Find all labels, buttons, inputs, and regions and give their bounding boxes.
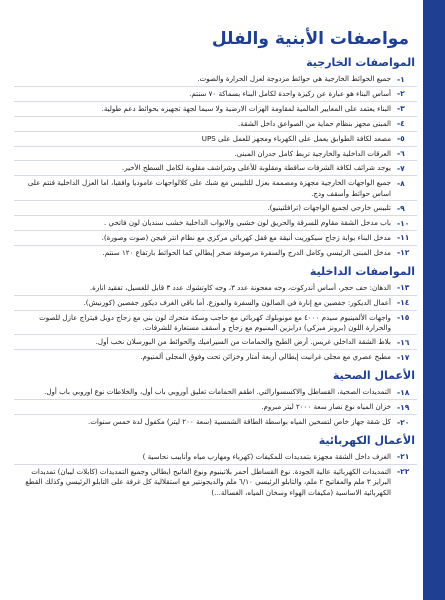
item-divider — [14, 86, 417, 87]
spec-item — [14, 163, 417, 174]
item-text: أعمال الديكور: جفصين مع إنارة في الصالون والسفرة والموزع. أما باقي الغرف ديكور جفصين (كورنيش). — [83, 297, 391, 307]
spec-sections — [14, 56, 417, 498]
item-number: -١٨ — [397, 387, 410, 397]
item-divider — [14, 310, 417, 311]
item-number: -٤ — [397, 119, 405, 129]
item-divider — [14, 464, 417, 465]
item-text: خزان المياه نوع نصار سعة ٢٠٠٠ ليتر مبروم. — [261, 402, 391, 412]
item-text: التمديدات الكهربائية عالية الجودة. نوع القساطل أحمر بلاتينيوم ونوع الفاتيح ايطالي وجميع التمديدات (كابلات ليبان) تمديدات البرايز ٣ ملم والمفاتيح ٢ ملم، والتابلو الرئيسي ٦/١٠ ملم والديجونتير مع استقلالية كل غرفة على التابلو الرئيسي وكذلك القطع الكهربائية الاساسية (مكيفات الهواء وسخان المياه، الغسالة...) — [25, 466, 391, 497]
item-text: البناء يعتمد على المعايير العالمية لمقاومة الهزات الارضية ولا سيما لجهة تجهيزه بحوائط دعم طولية. — [101, 103, 391, 113]
spec-item — [14, 283, 417, 294]
item-number: -٣ — [397, 104, 405, 114]
item-number: -٨ — [397, 178, 405, 188]
spec-item — [14, 417, 417, 428]
item-text: مدخل المبنى الرئيسي وكامل الدرج والسفرة مرصوفة صخر إيطالي كما الحوائط بارتفاع ١٢٠ سنتم. — [102, 247, 391, 257]
spec-item — [14, 203, 417, 214]
item-text: المبنى مجهز بنظام حماية من الصواعق داخل الشقة. — [238, 118, 391, 128]
item-number: -٢١ — [397, 452, 410, 462]
section-title: الأعمال الصحية — [332, 369, 415, 383]
item-text: العرقات الداخلية والخارجية تربط كامل جدران المبنى. — [234, 148, 391, 158]
item-divider — [14, 175, 417, 176]
item-number: -٧ — [397, 163, 405, 173]
item-text: الغرف داخل الشقة مجهزة بتمديدات للمكيفات (كهرباء ومهارب مياه وأنابيب نحاسية ) — [142, 451, 391, 461]
item-divider — [14, 349, 417, 350]
item-divider — [14, 295, 417, 296]
spec-item — [14, 104, 417, 115]
item-number: -٦ — [397, 149, 405, 159]
spec-item — [14, 134, 417, 145]
item-text: مدخل البناء بوابة زجاج سيكوريت أنيقة مع قفل كهربائي مركزي مع نظام انتر فيجن (صوت وصورة). — [101, 232, 391, 242]
spec-item — [14, 119, 417, 130]
page-title: مواصفات الأبنية والفلل — [211, 29, 409, 49]
item-number: -١٢ — [397, 248, 410, 258]
item-number: -٥ — [397, 134, 405, 144]
spec-item — [14, 218, 417, 229]
item-text: جميع الحوائط الخارجية هي حوائط مزدوجة لعزل الحرارة والصوت. — [197, 74, 391, 83]
spec-item — [14, 178, 417, 199]
spec-item — [14, 233, 417, 244]
spec-content — [10, 0, 423, 600]
item-number: -١٩ — [397, 402, 410, 412]
item-divider — [14, 334, 417, 335]
item-number: -١٧ — [397, 352, 410, 362]
item-number: -١ — [397, 74, 405, 84]
spec-item — [14, 452, 417, 463]
item-number: -٢ — [397, 89, 405, 99]
item-text: كل شقة جهاز خاص لتسخين المياه بواسطة الطاقة الشمسية (سعة ٢٠٠ ليتر) مكفول لدة خمس سنوات. — [87, 417, 391, 427]
item-divider — [14, 230, 417, 231]
item-text: مصعد لكافة الطوابق يعمل على الكهرباء ومجهز للعمل على UPS — [201, 133, 391, 143]
item-divider — [14, 146, 417, 147]
side-accent-bar — [423, 0, 445, 600]
spec-item — [14, 467, 417, 498]
spec-item — [14, 149, 417, 160]
item-number: -٢٢ — [397, 467, 410, 477]
item-number: -١٥ — [397, 313, 410, 323]
spec-item — [14, 402, 417, 413]
item-divider — [14, 116, 417, 117]
section-title: الأعمال الكهربائية — [318, 433, 415, 447]
spec-item — [14, 248, 417, 259]
item-divider — [14, 200, 417, 201]
item-divider — [14, 399, 417, 400]
item-text: الدهان: حف حجر، أساس أندركوت، وجه معجونة عدد ٣، وجه كاوتشوك عدد ٣ قابل للغسيل، تفقيد انارة. — [89, 282, 391, 292]
item-text: أساس البناء هو عبارة عن ركيزة واحدة لكامل البناء بسماكة ٧٠ سنتم. — [189, 88, 391, 98]
item-number: -٢٠ — [397, 417, 410, 427]
item-number: -١٣ — [397, 283, 410, 293]
spec-section — [14, 369, 417, 428]
item-text: تلبيس خارجي لجميع الواجهات (ترافلتينيو). — [267, 203, 391, 213]
spec-item — [14, 298, 417, 309]
item-divider — [14, 160, 417, 161]
item-divider — [14, 131, 417, 132]
spec-item — [14, 89, 417, 100]
spec-item — [14, 74, 417, 85]
spec-item — [14, 387, 417, 398]
item-number: -١٠ — [397, 218, 410, 228]
spec-item — [14, 313, 417, 334]
item-divider — [14, 245, 417, 246]
item-divider — [14, 215, 417, 216]
section-title: المواصفات الداخلية — [309, 264, 415, 278]
item-text: بلاط الشقة الداخلي غريس. أرض الطبخ والحمامات من السيراميك والحوائط من البورسلان نخب أول. — [95, 337, 391, 347]
item-text: واجهات الألمينيوم سيدم ٤٠٠٠ مع مونوبلوك كهربائي مع حاجب وسكة متحرك لون بني مع زجاج دوبل فيتراج عازل للصوت والحرارة اللون (برونز مبركي) درابزين اليمنيوم مع زجاج و أسقف مستعارة للشرفات. — [39, 312, 391, 332]
item-text: يوجد شرائف لكافة الشرفات ساقطة ومقلوبة للأعلى وشراشف مقلوبة لكامل السطح الأخير. — [121, 163, 391, 173]
item-number: -١١ — [397, 233, 410, 243]
spec-section — [14, 265, 417, 363]
item-number: -١٦ — [397, 337, 410, 347]
item-divider — [14, 101, 417, 102]
spec-item — [14, 337, 417, 348]
item-number: -١٤ — [397, 298, 410, 308]
item-number: -٩ — [397, 203, 405, 213]
item-text: التمديدات الصحية، القساطل والاكسسوارالتي. اطقم الحمامات تعليق أوروبي باب أول، والخلاطات نوع اوروبي باب أول. — [44, 387, 391, 397]
spec-section — [14, 56, 417, 259]
item-text: جميع الواجهات الخارجية مجهزة ومصممة بعزل للتلبيس مع شبك على كلالواجهات عاموديا وافقيا، اما العزل الداخلية فتتم على اساس حوائط وأسقف ودج. — [27, 178, 391, 198]
item-divider — [14, 414, 417, 415]
item-text: باب مدخل الشقة مقاوم للسرقة والحريق لون خشبي والابواب الداخلية خشب سنديان لون فاتحي . — [104, 218, 391, 228]
item-text: مطبخ عصري مع مجلى غرانيت إيطالي أربعة أمتار وخزائن تحت وفوق المجلى ألمنيوم. — [140, 352, 391, 362]
spec-item — [14, 352, 417, 363]
section-title: المواصفات الخارجية — [306, 56, 415, 69]
spec-section — [14, 434, 417, 498]
